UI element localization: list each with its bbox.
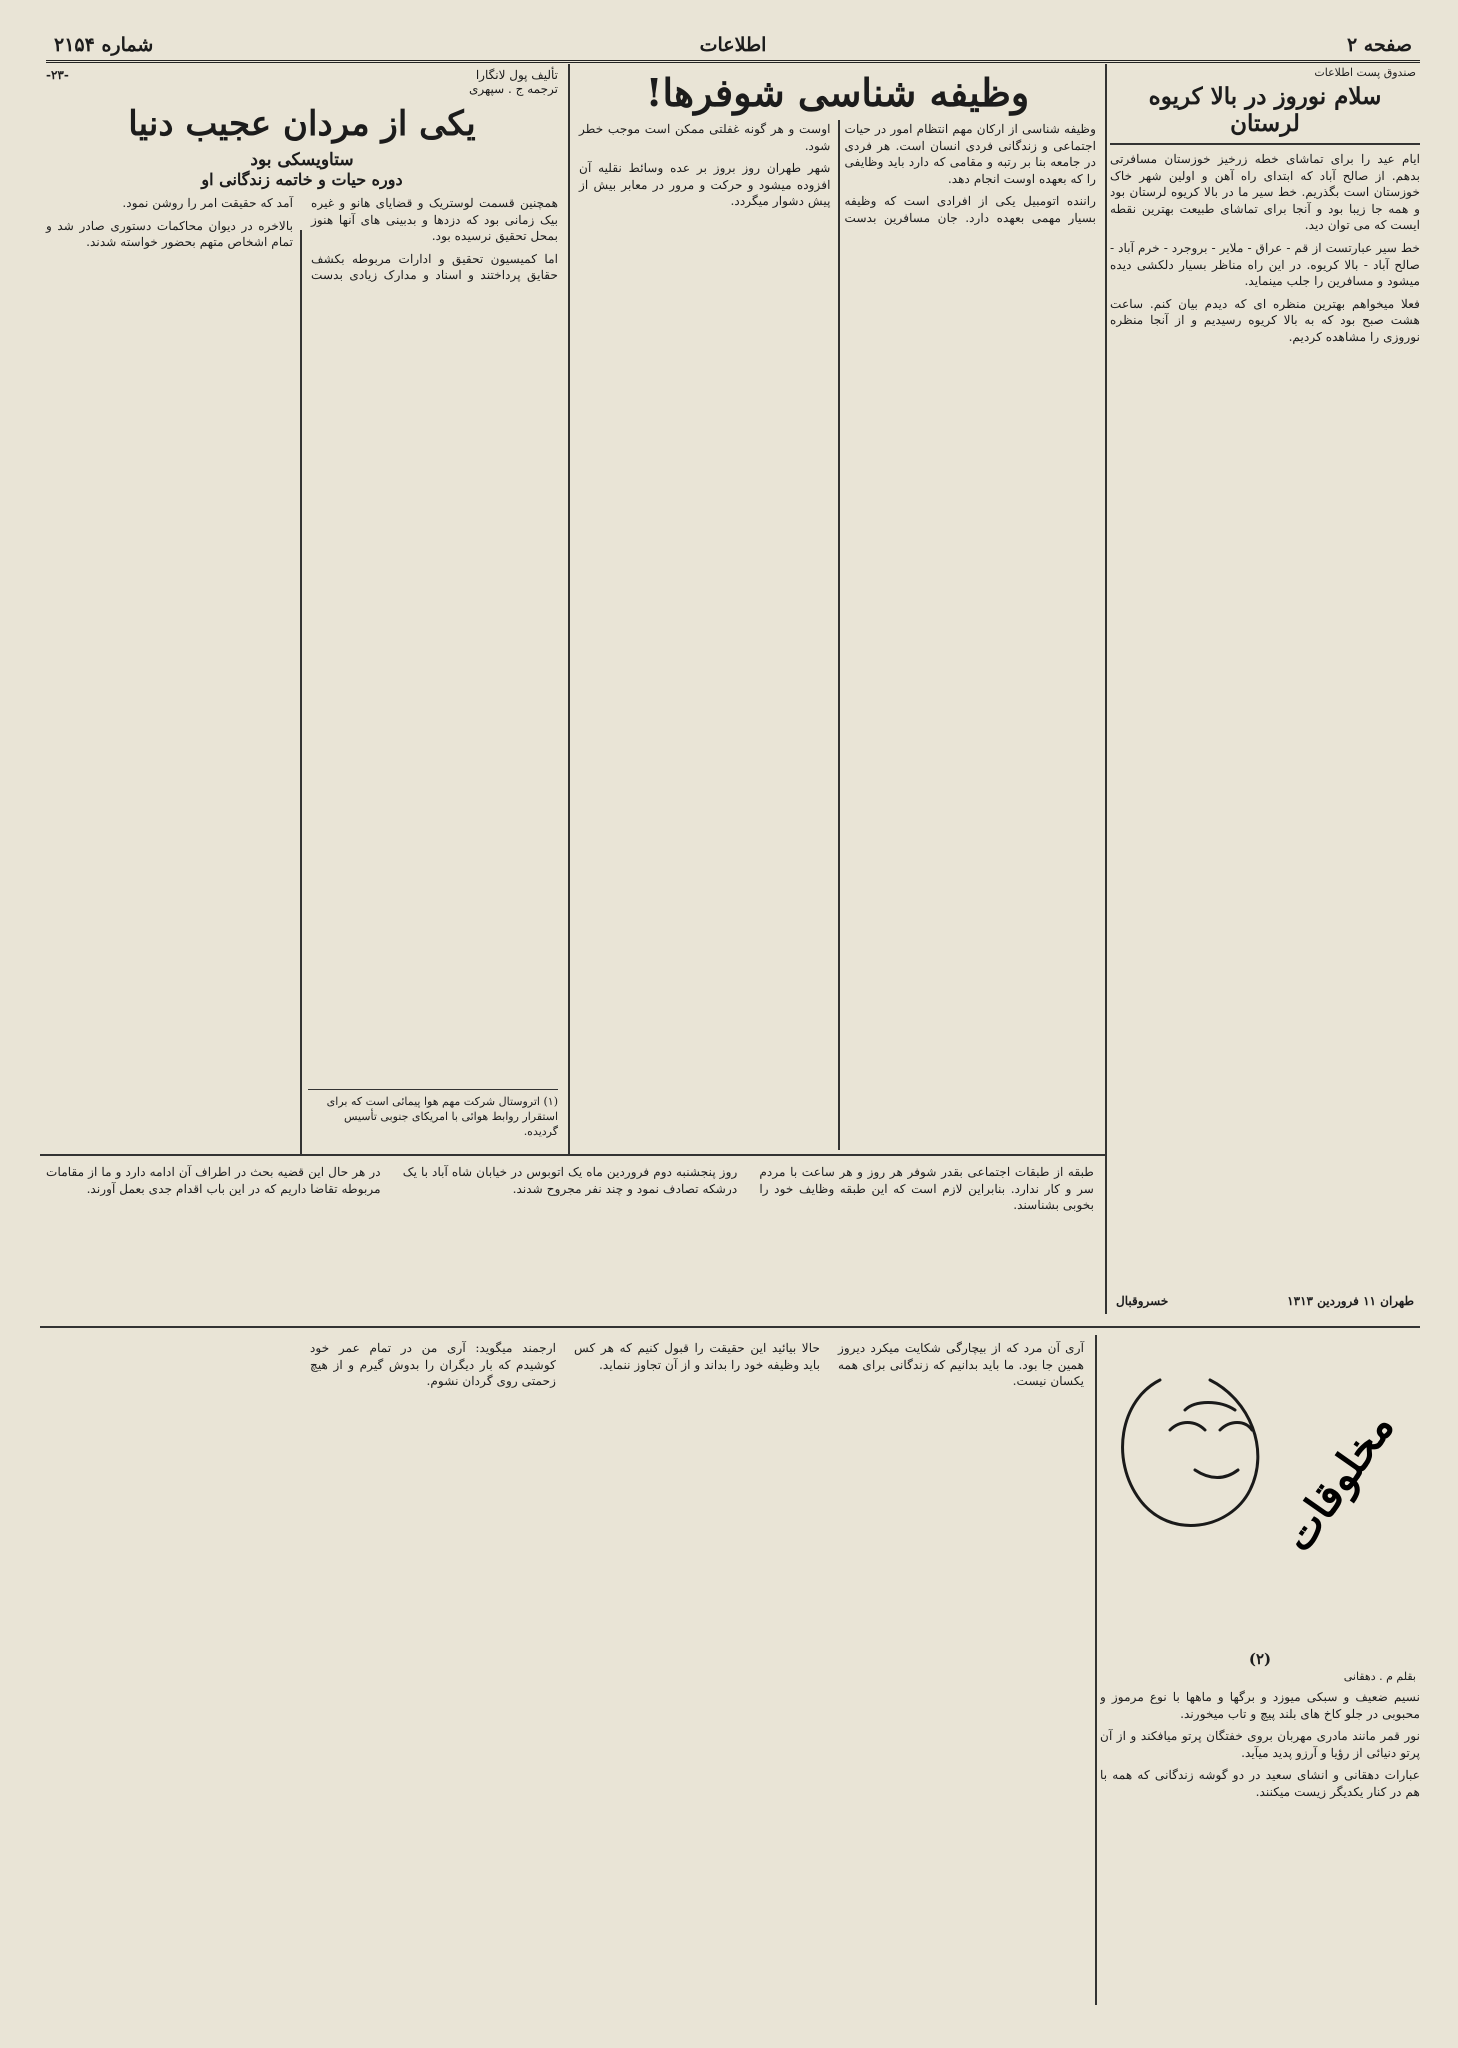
article-paragraph: نسیم ضعیف و سبکی میوزد و برگها و ماهها با نوع مرموز و محبوبی در جلو کاخ های بلند پیچ و تاب میخورند. <box>1100 1690 1420 1721</box>
page-number: صفحه ۲ <box>1346 34 1412 56</box>
feature-author: بقلم م . دهقانی <box>1343 1670 1416 1683</box>
headline-drivers: وظیفه شناسی شوفرها! <box>645 70 1030 115</box>
article-paragraph: عبارات دهقانی و انشای سعید در دو گوشه زندگانی که همه با هم در کنار یکدیگر زیست میکنند. <box>1100 1768 1420 1799</box>
article-paragraph: اما کمیسیون تحقیق و ادارات مربوطه بکشف حقایق پرداختند و اسناد و مدارک زیادی بدست آمد که حقیقت امر را روشن نمود. <box>122 196 558 283</box>
subhead-1: ستاویسکی بود <box>250 150 354 170</box>
newspaper-name: اطلاعات <box>699 34 767 56</box>
masthead <box>46 34 1420 63</box>
article-paragraph: راننده اتومبیل یکی از افرادی است که وظیفه بسیار مهمی بعهده دارد. جان مسافرین بدست اوست و هر گونه غفلتی ممکن است موجب خطر شود. <box>579 122 1096 225</box>
article-paragraph: فعلا میخواهم بهترین منظره ای که دیدم بیان کنم. ساعت هشت صبح بود که به بالا کریوه رسیدیم و از آنجا منظره نوروزی را مشاهده کردیم. <box>1110 296 1420 344</box>
byline-author: تألیف پول لانگارا <box>475 68 558 82</box>
article-paragraph: خط سیر عبارتست از قم - عراق - ملایر - بروجرد - خرم آباد - صالح آباد - بالا کریوه. در این راه مناظر بسیار دلکشی دیده میشود و مسافرین را جلب مینماید. <box>1110 240 1420 289</box>
feature-title: مخلوقات <box>1272 1403 1404 1561</box>
bottom-feature <box>1100 1340 1420 2000</box>
article-paragraph: همچنین قسمت لوستریک و قضایای هانو و غیره بیک زمانی بود که دزدها و بدبینی های آنها هنوز بمحل تحقیق نرسیده بود. <box>311 196 558 244</box>
column-rule <box>1095 1335 1097 2005</box>
headline-serial: یکی از مردان عجیب دنیا <box>128 104 476 144</box>
article-paragraph: در هر حال این قضیه بحث در اطراف آن ادامه دارد و ما از مقامات مربوطه تقاضا داریم که در این باب اقدام جدی بعمل آورند. <box>46 1165 381 1196</box>
subhead-2: دوره حیات و خاتمه زندگانی او <box>201 170 403 189</box>
column-drivers <box>575 64 1100 1149</box>
article-paragraph: شهر طهران روز بروز بر عده وسائط نقلیه آن افزوده میشود و حرکت و مرور در معابر بیش از پیش دشوار میگردد. <box>579 161 831 209</box>
serial-bylines <box>40 64 564 100</box>
column-serial <box>40 64 564 1149</box>
article-paragraph: بالاخره در دیوان محاکمات دستوری صادر شد و تمام اشخاص متهم بحضور خواسته شدند. <box>46 218 293 250</box>
byline-translator: ترجمه ج . سپهری <box>469 82 558 96</box>
signature-date: طهران ۱۱ فروردین ۱۳۱۳ <box>1287 1294 1414 1308</box>
article-paragraph: روز پنجشنبه دوم فروردین ماه یک اتوبوس در خیابان شاه آباد با یک درشکه تصادف نمود و چند نفر مجروح شدند. <box>402 1165 738 1196</box>
column-post-box <box>1110 64 1420 1314</box>
feature-illustration <box>1100 1340 1420 1640</box>
footnote: (۱) اتروستال شرکت مهم هوا پیمائی است که برای استقرار روابط هوائی با امریکای جنوبی تأسیس گردیده. <box>308 1089 558 1139</box>
serial-body <box>40 195 564 284</box>
column-rule <box>568 64 570 1154</box>
section-rule <box>40 1154 1105 1156</box>
signature-author: خسروقبال <box>1116 1294 1169 1308</box>
section-rule <box>40 1326 1420 1328</box>
byline-block <box>469 68 558 96</box>
issue-number: شماره ۲۱۵۴ <box>54 34 154 56</box>
signature-line <box>1116 1294 1414 1308</box>
section-label: صندوق پست اطلاعات <box>1314 66 1416 79</box>
feature-number: (۲) <box>1248 1650 1272 1668</box>
article-paragraph: طبقه از طبقات اجتماعی بقدر شوفر هر روز و هر ساعت با مردم سر و کار ندارد. بنابراین لازم است که این طبقه وظایف خود را بخوبی بشناسند. <box>759 1165 1094 1213</box>
lower-body <box>40 1160 1100 1218</box>
serial-number: -۲۳- <box>46 68 69 82</box>
article-paragraph: آری آن مرد که از بیچارگی شکایت میکرد دیروز همین جا بود. ما باید بدانیم که زندگانی برای همه یکسان نیست. <box>838 1341 1084 1389</box>
article-paragraph: ایام عید را برای تماشای خطه زرخیز خوزستان مسافرتی بدهم. از صالح آباد که ابتدای راه آهن و اولین شهر خاک خوزستان است بگذریم. خط سیر ما در بالا کریوه لرستان بود و همه جا زیبا بود و آنجا برای تماشای طبیعت بهترین نقطه ایست که می توان دید. <box>1110 152 1420 233</box>
column-rule <box>1105 64 1107 1314</box>
article-paragraph: حالا بیائید این حقیقت را قبول کنیم که هر کس باید وظیفه خود را بداند و از آن تجاوز ننماید. <box>574 1341 820 1372</box>
article-body <box>575 121 1100 227</box>
bottom-continuation <box>40 1340 1090 2000</box>
bottom-body <box>40 1340 1090 1390</box>
article-paragraph: وظیفه شناسی از ارکان مهم انتظام امور در حیات اجتماعی و زندگانی فردی انسان است. هر فردی در جامعه بنا بر رتبه و مقامی که دارد باید وظایفی را که بعهده اوست انجام دهد. <box>844 122 1096 186</box>
article-paragraph: نور قمر مانند مادری مهربان بروی خفتگان پرتو میافکند و از آن پرتو دنیائی از رؤیا و آرزو پدید میآید. <box>1100 1729 1420 1760</box>
article-paragraph: ارجمند میگوید: آری من در تمام عمر خود کوشیدم که بار دیگران را بدوش گیرم و از هیچ زحمتی روی گردان نشوم. <box>310 1341 556 1389</box>
headline-nowruz: سلام نوروز در بالا کریوه لرستان <box>1110 83 1420 145</box>
lower-section <box>40 1160 1100 1320</box>
